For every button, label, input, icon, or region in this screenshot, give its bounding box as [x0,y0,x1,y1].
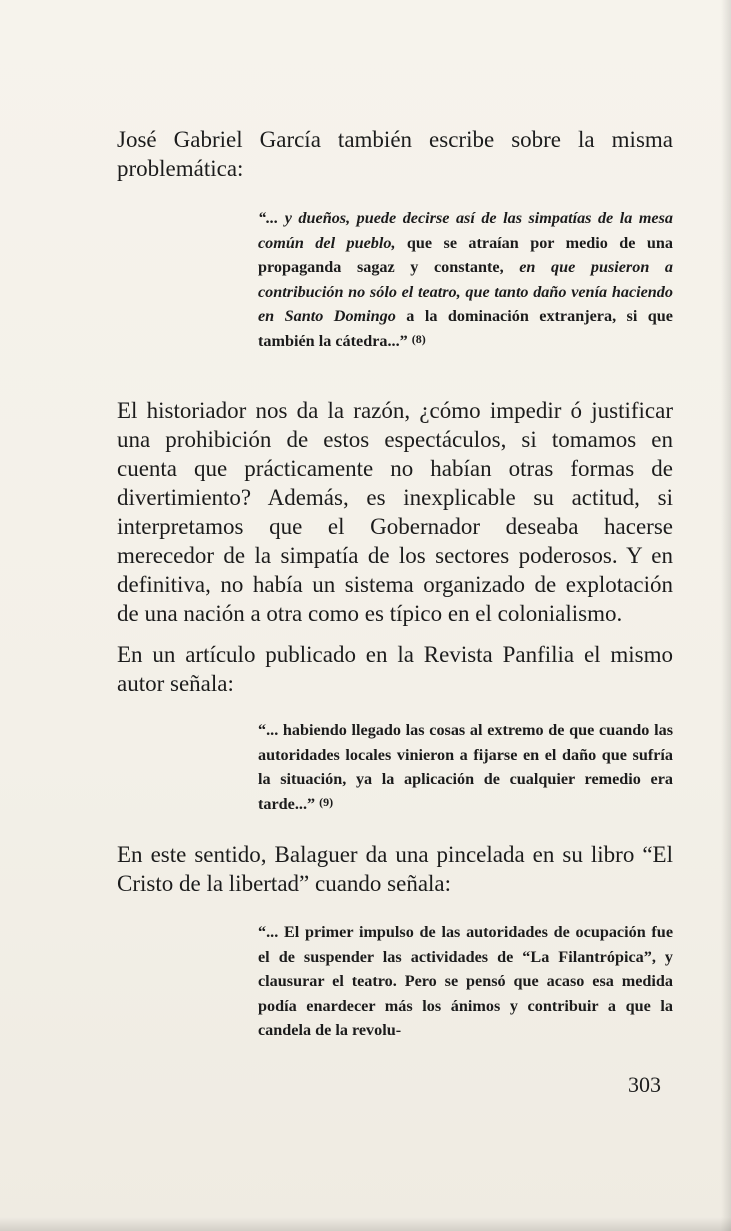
paragraph-intro [117,125,673,183]
quote-panfilia-text: “... habiendo llegado las cosas al extremo de que cuando las autoridades locales vinieron a fijarse en el daño que sufría la situación, ya la aplicación de cualquier remedio era tarde...” [258,721,673,813]
block-quote-balaguer [258,920,673,1043]
page-edge-shadow-right [721,0,731,1231]
block-quote-garcia [258,206,673,353]
paragraph-historian [117,396,673,628]
paragraph-balaguer-text: En este sentido, Balaguer da una pincelada en su libro “El Cristo de la libertad” cuando señala: [117,842,673,896]
page-number: 303 [628,1072,661,1097]
paragraph-panfilia-text: En un artículo publicado en la Revista Panfilia el mismo autor señala: [117,642,673,696]
paragraph-intro-text: José Gabriel García también escribe sobre la misma problemática: [117,127,673,181]
quote-balaguer-text: “... El primer impulso de las autoridades de ocupación fue el de suspender las actividades de “La Filantrópica”, y clausurar el teatro. Pero se pensó que acaso esa medida podía enardecer más los ánimos y contribuir a que la candela de la revolu- [258,923,673,1039]
quote-garcia-text-2: a la dominación extranjera, si que también la cátedra...” [258,307,673,350]
block-quote-panfilia [258,718,673,816]
footnote-ref-8: (8) [411,331,426,346]
paragraph-historian-text: El historiador nos da la razón, ¿cómo impedir ó justificar una prohibición de estos espectáculos, si tomamos en cuenta que prácticamente no habían otras formas de divertimiento? Además, es inexplicable su actitud, si interpretamos que el Gobernador deseaba hacerse merecedor de la simpatía de los sectores poderosos. Y en definitiva, no había un sistema organizado de explotación de una nación a otra como es típico en el colonialismo. [117,398,673,626]
quote-garcia-italic-1: “... y dueños, puede decirse así de las simpatías de la mesa común del pueblo, [258,209,673,252]
quote-garcia-italic-2: en que pusieron a contribución no sólo el teatro, que tanto daño venía haciendo en Santo Domingo [258,258,673,325]
page-edge-shadow-bottom [0,1217,731,1231]
paragraph-balaguer [117,840,673,898]
quote-garcia-text-1: que se atraían por medio de una propaganda sagaz y constante, [258,233,673,276]
footnote-ref-9: (9) [319,794,334,809]
paragraph-panfilia [117,640,673,698]
